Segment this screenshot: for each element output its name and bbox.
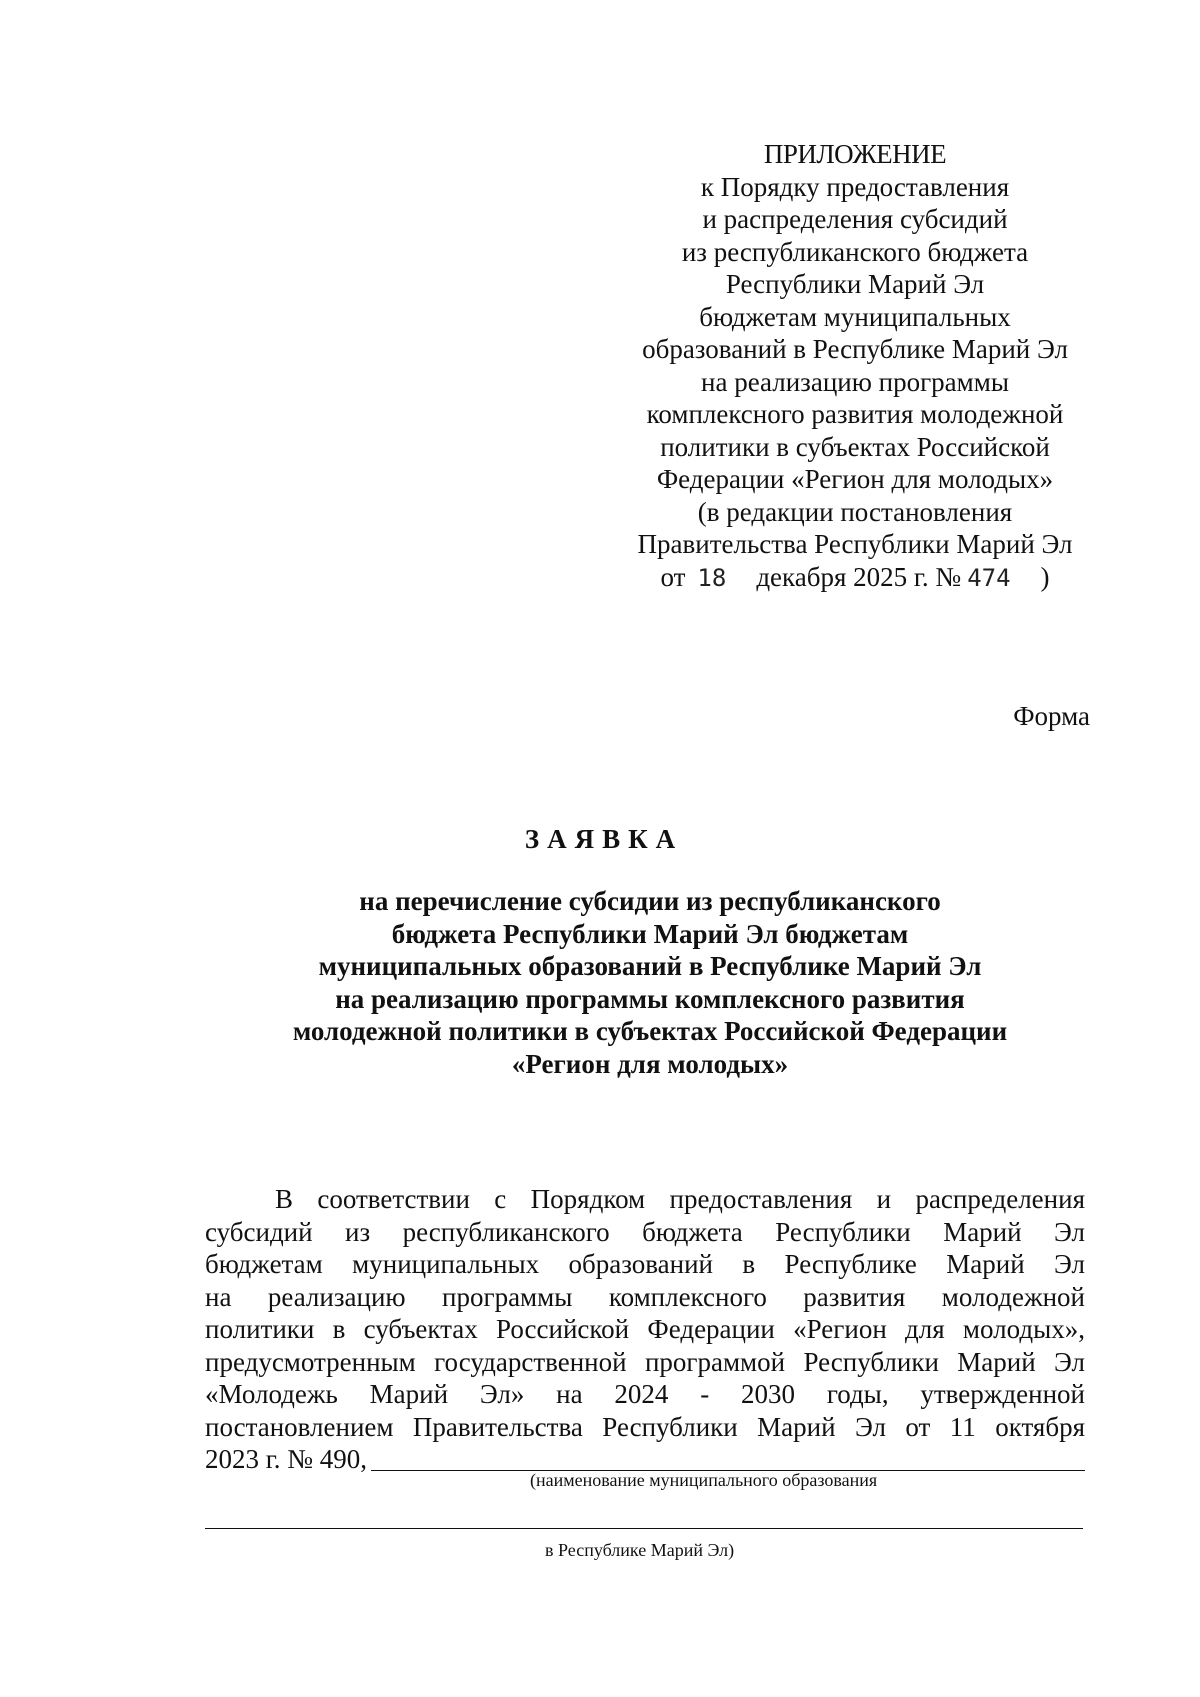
subtitle-line: на перечисление субсидии из республиканского <box>359 886 941 916</box>
annex-line: к Порядку предоставления <box>700 171 1010 202</box>
annex-line: и распределения субсидий <box>702 204 1008 234</box>
body-paragraph <box>205 1183 1085 1476</box>
annex-line: бюджетам муниципальных <box>699 301 1011 332</box>
subtitle-line: на реализацию программы комплексного развития <box>335 983 965 1014</box>
annex-line: Республики Марий Эл <box>725 269 985 299</box>
body-last-text: 2023 г. № 490, <box>205 1444 368 1474</box>
body-line: постановлением Правительства Республики Марий Эл от 11 октября <box>205 1411 1085 1442</box>
body-line: предусмотренным государственной программой Республики Марий Эл <box>205 1346 1085 1377</box>
field-hint-republic: в Республике Марий Эл) <box>545 1540 735 1560</box>
resolution-date-line <box>620 561 1090 595</box>
municipality-name-field-line-2[interactable] <box>205 1527 1083 1529</box>
subtitle-line: муниципальных образований в Республике Марий Эл <box>318 951 982 981</box>
resolution-day: 18 <box>697 563 727 592</box>
annex-line: политики в субъектах Российской <box>660 431 1050 462</box>
annex-title: ПРИЛОЖЕНИЕ <box>763 139 947 169</box>
body-line: на реализацию программы комплексного развития молодежной <box>205 1281 1085 1312</box>
form-label: Форма <box>1013 701 1090 731</box>
subtitle-line: бюджета Республики Марий Эл бюджетам <box>391 918 909 949</box>
annex-line: на реализацию программы <box>701 366 1009 397</box>
date-prefix: от <box>660 561 686 592</box>
resolution-number: 474 <box>967 563 1011 592</box>
body-line: субсидий из республиканского бюджета Республики Марий Эл <box>205 1216 1085 1247</box>
resolution-month-year: декабря 2025 г. № <box>756 561 962 592</box>
annex-line: из республиканского бюджета <box>681 236 1029 267</box>
annex-line: комплексного развития молодежной <box>646 399 1064 429</box>
field-hint-municipality: (наименование муниципального образования <box>530 1470 878 1490</box>
annex-line: образований в Республике Марий Эл <box>642 334 1068 364</box>
document-title: ЗАЯВКА <box>524 824 684 854</box>
subtitle-line: молодежной политики в субъектах Российской Федерации <box>292 1016 1008 1046</box>
subtitle-line: «Регион для молодых» <box>511 1048 789 1079</box>
body-line: В соответствии с Порядком предоставления и распределения <box>275 1184 1085 1214</box>
date-suffix: ) <box>1040 561 1050 592</box>
annex-line: Федерации «Регион для молодых» <box>656 464 1054 494</box>
body-line: политики в субъектах Российской Федерации «Регион для молодых», <box>205 1314 1085 1344</box>
annex-line: (в редакции постановления <box>697 496 1013 527</box>
annex-header <box>620 138 1090 594</box>
body-line: «Молодежь Марий Эл» на 2024 - 2030 годы, утвержденной <box>205 1379 1085 1409</box>
document-subtitle <box>200 885 1100 1080</box>
annex-line: Правительства Республики Марий Эл <box>637 529 1073 559</box>
body-line: бюджетам муниципальных образований в Республике Марий Эл <box>205 1249 1085 1279</box>
